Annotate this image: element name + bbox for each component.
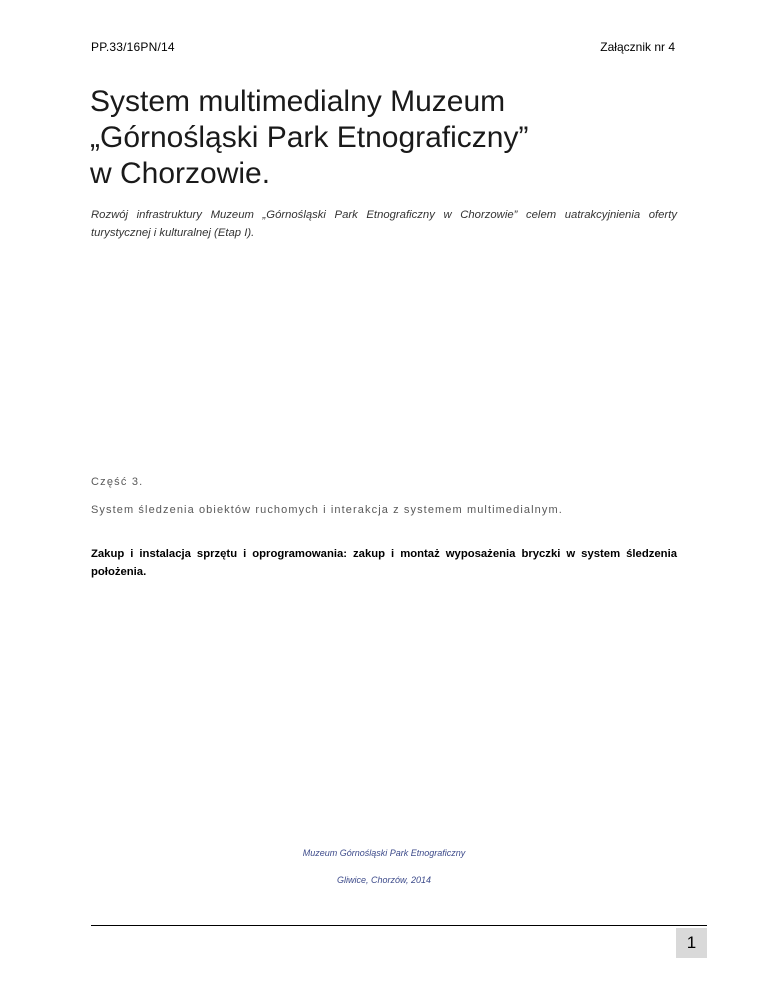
document-title [90,84,690,192]
footer-organization: Muzeum Górnośląski Park Etnograficzny [302,848,466,858]
footer-place-date: Gliwice, Chorzów, 2014 [336,875,432,885]
title-line-3: w Chorzowie. [90,157,271,190]
title-line-2: „Górnośląski Park Etnograficzny” [90,121,529,154]
page-number: 1 [676,928,707,958]
part-description: System śledzenia obiektów ruchomych i interakcja z systemem multimedialnym. [91,504,563,516]
document-subtitle: Rozwój infrastruktury Muzeum „Górnośląski Park Etnograficzny w Chorzowie” celem uatrakcyjnienia oferty turystycznej i kulturalnej (Etap I). [91,209,677,239]
footer-divider [91,925,707,926]
part-label: Część 3. [91,476,144,488]
title-line-1: System multimedialny Muzeum [90,85,506,118]
attachment-label: Załącznik nr 4 [600,40,675,54]
scope-statement: Zakup i instalacja sprzętu i oprogramowania: zakup i montaż wyposażenia bryczki w system śledzenia położenia. [91,548,677,578]
document-number: PP.33/16PN/14 [91,40,175,54]
